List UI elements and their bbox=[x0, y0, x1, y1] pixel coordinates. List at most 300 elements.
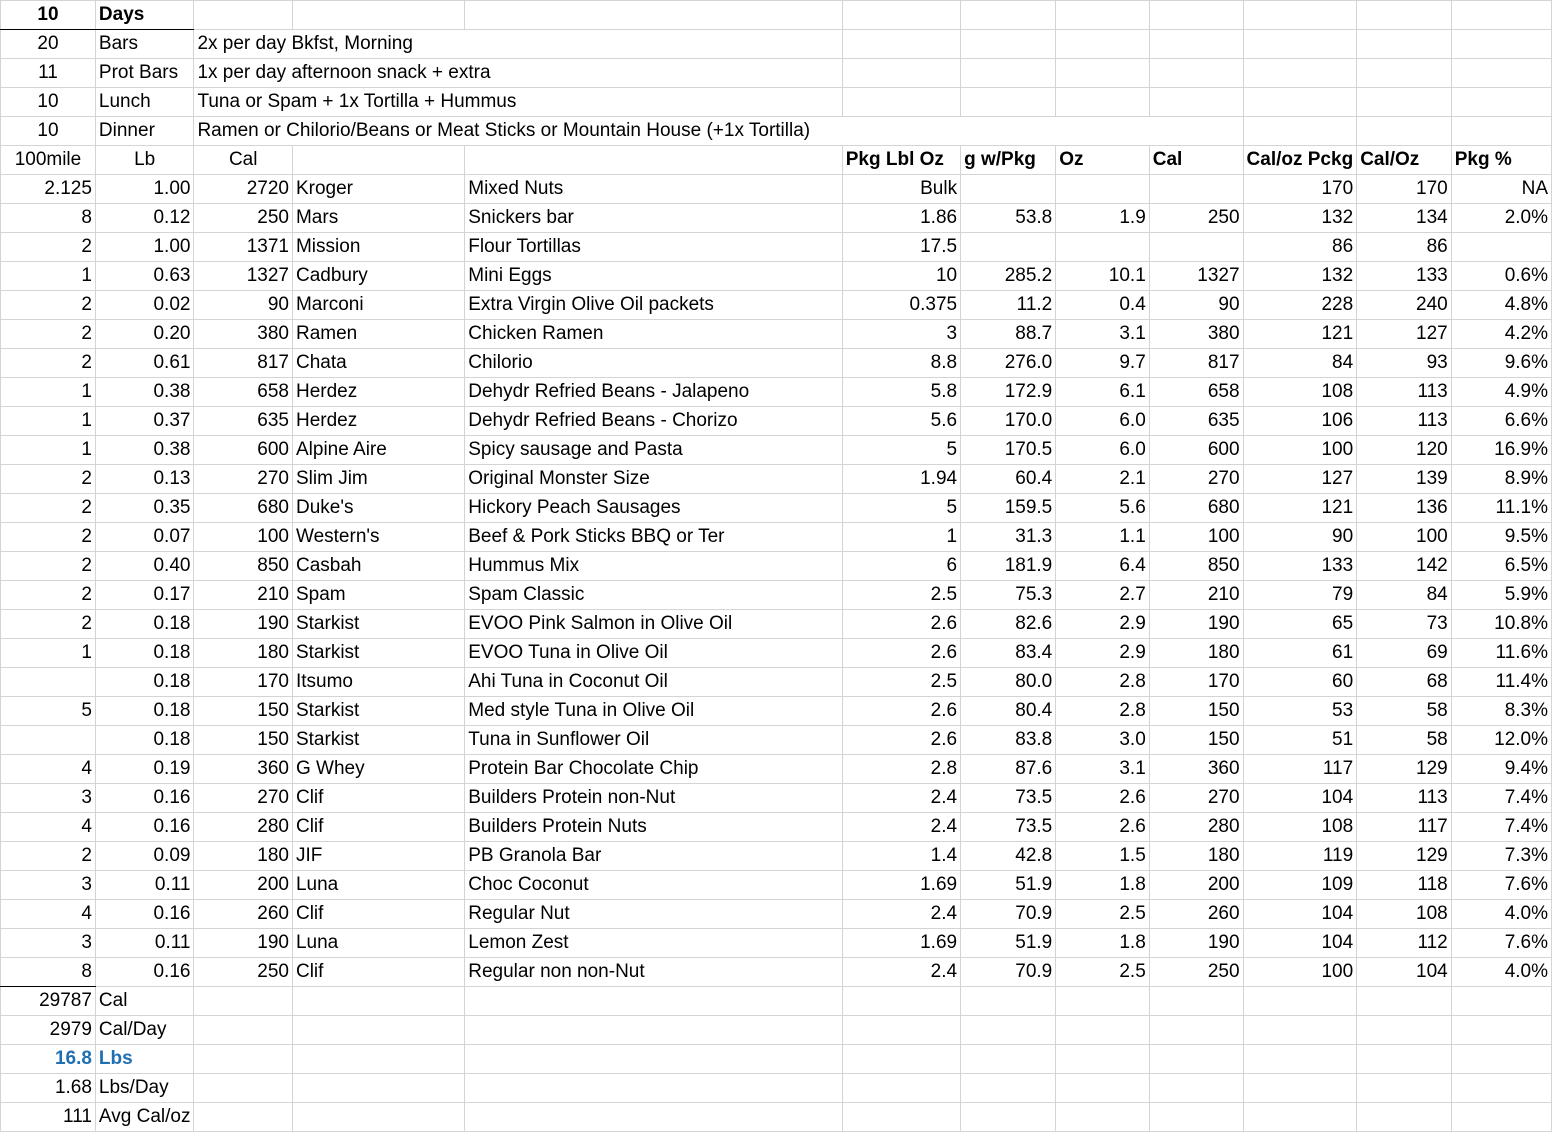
data-cell[interactable]: 112 bbox=[1357, 929, 1452, 958]
data-cell[interactable]: Extra Virgin Olive Oil packets bbox=[465, 291, 843, 320]
empty-cell[interactable] bbox=[961, 1, 1056, 30]
data-cell[interactable]: Dehydr Refried Beans - Chorizo bbox=[465, 407, 843, 436]
data-cell[interactable]: 0.09 bbox=[95, 842, 194, 871]
empty-cell[interactable] bbox=[1243, 59, 1357, 88]
data-cell[interactable]: Chilorio bbox=[465, 349, 843, 378]
data-cell[interactable]: 61 bbox=[1243, 639, 1357, 668]
empty-cell[interactable] bbox=[292, 1045, 464, 1074]
data-cell[interactable]: 2.8 bbox=[1056, 697, 1150, 726]
data-cell[interactable]: 16.9% bbox=[1451, 436, 1551, 465]
data-cell[interactable]: 69 bbox=[1357, 639, 1452, 668]
data-cell[interactable]: Mixed Nuts bbox=[465, 175, 843, 204]
data-cell[interactable]: 2.0% bbox=[1451, 204, 1551, 233]
data-cell[interactable]: Original Monster Size bbox=[465, 465, 843, 494]
column-header[interactable]: Oz bbox=[1056, 146, 1150, 175]
data-cell[interactable]: 0.11 bbox=[95, 929, 194, 958]
data-cell[interactable]: 51.9 bbox=[961, 929, 1056, 958]
data-cell[interactable]: 0.16 bbox=[95, 813, 194, 842]
plan-label-cell[interactable]: Dinner bbox=[95, 117, 194, 146]
data-cell[interactable]: 8.8 bbox=[842, 349, 960, 378]
empty-cell[interactable] bbox=[961, 59, 1056, 88]
data-cell[interactable]: 134 bbox=[1357, 204, 1452, 233]
data-cell[interactable]: 658 bbox=[194, 378, 293, 407]
data-cell[interactable]: 250 bbox=[194, 204, 293, 233]
data-cell[interactable]: 113 bbox=[1357, 378, 1452, 407]
empty-cell[interactable] bbox=[1243, 1045, 1357, 1074]
empty-cell[interactable] bbox=[961, 1103, 1056, 1132]
data-cell[interactable]: 10.8% bbox=[1451, 610, 1551, 639]
data-cell[interactable]: 2.6 bbox=[842, 697, 960, 726]
data-cell[interactable] bbox=[1, 726, 96, 755]
data-cell[interactable]: 104 bbox=[1243, 784, 1357, 813]
data-cell[interactable]: 1 bbox=[1, 407, 96, 436]
data-cell[interactable]: 1.4 bbox=[842, 842, 960, 871]
data-cell[interactable]: 1.94 bbox=[842, 465, 960, 494]
data-cell[interactable]: 0.16 bbox=[95, 958, 194, 987]
data-cell[interactable]: 170.0 bbox=[961, 407, 1056, 436]
data-cell[interactable]: 31.3 bbox=[961, 523, 1056, 552]
data-cell[interactable]: 1 bbox=[1, 436, 96, 465]
data-cell[interactable]: 150 bbox=[1149, 697, 1243, 726]
empty-cell[interactable] bbox=[1357, 1074, 1452, 1103]
data-cell[interactable]: 2 bbox=[1, 552, 96, 581]
empty-cell[interactable] bbox=[1149, 30, 1243, 59]
data-cell[interactable]: 6.0 bbox=[1056, 407, 1150, 436]
data-cell[interactable]: 6 bbox=[842, 552, 960, 581]
data-cell[interactable]: 2 bbox=[1, 842, 96, 871]
data-cell[interactable]: 6.4 bbox=[1056, 552, 1150, 581]
data-cell[interactable]: 60 bbox=[1243, 668, 1357, 697]
empty-cell[interactable] bbox=[292, 1, 464, 30]
empty-cell[interactable] bbox=[961, 88, 1056, 117]
plan-note-cell[interactable]: Tuna or Spam + 1x Tortilla + Hummus bbox=[194, 88, 842, 117]
data-cell[interactable]: 129 bbox=[1357, 842, 1452, 871]
data-cell[interactable]: 190 bbox=[1149, 610, 1243, 639]
data-cell[interactable]: 119 bbox=[1243, 842, 1357, 871]
empty-cell[interactable] bbox=[1451, 1045, 1551, 1074]
data-cell[interactable]: 380 bbox=[1149, 320, 1243, 349]
data-cell[interactable]: 1 bbox=[1, 378, 96, 407]
data-cell[interactable]: 86 bbox=[1243, 233, 1357, 262]
data-cell[interactable]: 73.5 bbox=[961, 813, 1056, 842]
data-cell[interactable]: 3 bbox=[1, 871, 96, 900]
data-cell[interactable]: 2 bbox=[1, 610, 96, 639]
data-cell[interactable]: 1.86 bbox=[842, 204, 960, 233]
data-cell[interactable]: Regular Nut bbox=[465, 900, 843, 929]
column-header[interactable]: Cal/Oz bbox=[1357, 146, 1452, 175]
data-cell[interactable]: 2 bbox=[1, 581, 96, 610]
data-cell[interactable]: Protein Bar Chocolate Chip bbox=[465, 755, 843, 784]
data-cell[interactable]: 108 bbox=[1357, 900, 1452, 929]
data-cell[interactable]: 6.0 bbox=[1056, 436, 1150, 465]
data-cell[interactable]: Duke's bbox=[292, 494, 464, 523]
data-cell[interactable]: JIF bbox=[292, 842, 464, 871]
data-cell[interactable]: Marconi bbox=[292, 291, 464, 320]
data-cell[interactable]: 2.5 bbox=[1056, 958, 1150, 987]
data-cell[interactable]: 108 bbox=[1243, 813, 1357, 842]
data-cell[interactable]: 5 bbox=[842, 436, 960, 465]
empty-cell[interactable] bbox=[1451, 30, 1551, 59]
data-cell[interactable]: 1 bbox=[1, 262, 96, 291]
data-cell[interactable]: Chata bbox=[292, 349, 464, 378]
empty-cell[interactable] bbox=[1451, 59, 1551, 88]
data-cell[interactable]: 4.0% bbox=[1451, 900, 1551, 929]
data-cell[interactable]: 0.20 bbox=[95, 320, 194, 349]
data-cell[interactable]: 1 bbox=[1, 639, 96, 668]
data-cell[interactable]: 4.9% bbox=[1451, 378, 1551, 407]
data-cell[interactable]: Ahi Tuna in Coconut Oil bbox=[465, 668, 843, 697]
data-cell[interactable]: 180 bbox=[1149, 842, 1243, 871]
summary-label-cell[interactable]: Avg Cal/oz bbox=[95, 1103, 194, 1132]
empty-cell[interactable] bbox=[465, 1016, 843, 1045]
data-cell[interactable]: 850 bbox=[1149, 552, 1243, 581]
data-cell[interactable]: 680 bbox=[1149, 494, 1243, 523]
data-cell[interactable]: 11.2 bbox=[961, 291, 1056, 320]
empty-cell[interactable] bbox=[842, 88, 960, 117]
plan-label-cell[interactable]: Days bbox=[95, 1, 194, 30]
data-cell[interactable]: 8.3% bbox=[1451, 697, 1551, 726]
data-cell[interactable]: Alpine Aire bbox=[292, 436, 464, 465]
data-cell[interactable]: 100 bbox=[194, 523, 293, 552]
data-cell[interactable]: Snickers bar bbox=[465, 204, 843, 233]
data-cell[interactable]: Western's bbox=[292, 523, 464, 552]
data-cell[interactable]: EVOO Tuna in Olive Oil bbox=[465, 639, 843, 668]
data-cell[interactable]: 2.4 bbox=[842, 900, 960, 929]
empty-cell[interactable] bbox=[1056, 59, 1150, 88]
data-cell[interactable]: 3 bbox=[1, 784, 96, 813]
data-cell[interactable]: 2.5 bbox=[842, 581, 960, 610]
empty-cell[interactable] bbox=[292, 1074, 464, 1103]
data-cell[interactable]: Choc Coconut bbox=[465, 871, 843, 900]
data-cell[interactable]: 2720 bbox=[194, 175, 293, 204]
plan-label-cell[interactable]: Lunch bbox=[95, 88, 194, 117]
data-cell[interactable]: 11.4% bbox=[1451, 668, 1551, 697]
data-cell[interactable]: 109 bbox=[1243, 871, 1357, 900]
data-cell[interactable]: 210 bbox=[1149, 581, 1243, 610]
data-cell[interactable]: 80.0 bbox=[961, 668, 1056, 697]
data-cell[interactable]: Clif bbox=[292, 813, 464, 842]
data-cell[interactable]: 0.61 bbox=[95, 349, 194, 378]
data-cell[interactable]: 2 bbox=[1, 320, 96, 349]
data-cell[interactable]: 0.375 bbox=[842, 291, 960, 320]
data-cell[interactable]: Ramen bbox=[292, 320, 464, 349]
data-cell[interactable]: 70.9 bbox=[961, 900, 1056, 929]
data-cell[interactable] bbox=[1149, 175, 1243, 204]
data-cell[interactable]: 9.6% bbox=[1451, 349, 1551, 378]
data-cell[interactable]: 5 bbox=[842, 494, 960, 523]
data-cell[interactable]: 0.18 bbox=[95, 697, 194, 726]
empty-cell[interactable] bbox=[1357, 1045, 1452, 1074]
data-cell[interactable]: 10 bbox=[842, 262, 960, 291]
data-cell[interactable]: 200 bbox=[194, 871, 293, 900]
empty-cell[interactable] bbox=[1243, 1016, 1357, 1045]
data-cell[interactable]: 1327 bbox=[194, 262, 293, 291]
empty-cell[interactable] bbox=[961, 987, 1056, 1016]
data-cell[interactable]: 7.4% bbox=[1451, 813, 1551, 842]
data-cell[interactable]: Mini Eggs bbox=[465, 262, 843, 291]
data-cell[interactable]: 2 bbox=[1, 349, 96, 378]
data-cell[interactable]: 104 bbox=[1357, 958, 1452, 987]
plan-qty-cell[interactable]: 10 bbox=[1, 117, 96, 146]
data-cell[interactable]: 90 bbox=[1243, 523, 1357, 552]
data-cell[interactable]: 133 bbox=[1357, 262, 1452, 291]
data-cell[interactable]: 10.1 bbox=[1056, 262, 1150, 291]
data-cell[interactable]: 2 bbox=[1, 523, 96, 552]
data-cell[interactable]: 181.9 bbox=[961, 552, 1056, 581]
column-header[interactable]: Cal bbox=[194, 146, 293, 175]
data-cell[interactable]: Slim Jim bbox=[292, 465, 464, 494]
data-cell[interactable]: 6.5% bbox=[1451, 552, 1551, 581]
summary-label-cell[interactable]: Cal/Day bbox=[95, 1016, 194, 1045]
data-cell[interactable]: 4 bbox=[1, 755, 96, 784]
data-cell[interactable]: 87.6 bbox=[961, 755, 1056, 784]
column-header[interactable]: Cal/oz Pckg bbox=[1243, 146, 1357, 175]
empty-cell[interactable] bbox=[1243, 30, 1357, 59]
data-cell[interactable]: 121 bbox=[1243, 320, 1357, 349]
data-cell[interactable]: 4.0% bbox=[1451, 958, 1551, 987]
empty-cell[interactable] bbox=[194, 1074, 293, 1103]
data-cell[interactable]: 360 bbox=[1149, 755, 1243, 784]
data-cell[interactable]: 2.8 bbox=[842, 755, 960, 784]
empty-cell[interactable] bbox=[465, 1074, 843, 1103]
data-cell[interactable]: 0.18 bbox=[95, 639, 194, 668]
data-cell[interactable]: 9.4% bbox=[1451, 755, 1551, 784]
empty-cell[interactable] bbox=[842, 1103, 960, 1132]
data-cell[interactable]: Casbah bbox=[292, 552, 464, 581]
data-cell[interactable]: 2.4 bbox=[842, 813, 960, 842]
empty-cell[interactable] bbox=[1243, 1, 1357, 30]
data-cell[interactable]: 150 bbox=[194, 697, 293, 726]
data-cell[interactable]: Builders Protein non-Nut bbox=[465, 784, 843, 813]
data-cell[interactable]: 150 bbox=[194, 726, 293, 755]
data-cell[interactable]: 5.6 bbox=[842, 407, 960, 436]
data-cell[interactable] bbox=[961, 175, 1056, 204]
empty-cell[interactable] bbox=[1243, 88, 1357, 117]
data-cell[interactable]: 68 bbox=[1357, 668, 1452, 697]
data-cell[interactable]: 83.4 bbox=[961, 639, 1056, 668]
summary-value-cell[interactable]: 2979 bbox=[1, 1016, 96, 1045]
data-cell[interactable]: 2.7 bbox=[1056, 581, 1150, 610]
empty-cell[interactable] bbox=[1149, 88, 1243, 117]
data-cell[interactable] bbox=[1, 668, 96, 697]
empty-cell[interactable] bbox=[1357, 1, 1452, 30]
data-cell[interactable]: 1.5 bbox=[1056, 842, 1150, 871]
data-cell[interactable]: 190 bbox=[194, 929, 293, 958]
data-cell[interactable]: 190 bbox=[194, 610, 293, 639]
data-cell[interactable] bbox=[1056, 233, 1150, 262]
data-cell[interactable]: 2.6 bbox=[842, 726, 960, 755]
data-cell[interactable]: Kroger bbox=[292, 175, 464, 204]
data-cell[interactable]: 2.5 bbox=[842, 668, 960, 697]
data-cell[interactable]: Luna bbox=[292, 871, 464, 900]
summary-value-cell[interactable]: 29787 bbox=[1, 987, 96, 1016]
data-cell[interactable]: 0.12 bbox=[95, 204, 194, 233]
data-cell[interactable]: 8 bbox=[1, 204, 96, 233]
data-cell[interactable]: 4.2% bbox=[1451, 320, 1551, 349]
data-cell[interactable]: 1 bbox=[842, 523, 960, 552]
data-cell[interactable]: 139 bbox=[1357, 465, 1452, 494]
data-cell[interactable]: 3.1 bbox=[1056, 755, 1150, 784]
data-cell[interactable]: 250 bbox=[1149, 958, 1243, 987]
data-cell[interactable]: 0.38 bbox=[95, 378, 194, 407]
empty-cell[interactable] bbox=[1357, 987, 1452, 1016]
data-cell[interactable]: 90 bbox=[1149, 291, 1243, 320]
data-cell[interactable]: 170 bbox=[1243, 175, 1357, 204]
data-cell[interactable]: 0.16 bbox=[95, 900, 194, 929]
data-cell[interactable]: 680 bbox=[194, 494, 293, 523]
data-cell[interactable]: 121 bbox=[1243, 494, 1357, 523]
data-cell[interactable]: Spam Classic bbox=[465, 581, 843, 610]
empty-cell[interactable] bbox=[292, 1016, 464, 1045]
data-cell[interactable] bbox=[1451, 233, 1551, 262]
data-cell[interactable]: 79 bbox=[1243, 581, 1357, 610]
data-cell[interactable]: 53 bbox=[1243, 697, 1357, 726]
data-cell[interactable]: 5 bbox=[1, 697, 96, 726]
data-cell[interactable]: Tuna in Sunflower Oil bbox=[465, 726, 843, 755]
data-cell[interactable]: 108 bbox=[1243, 378, 1357, 407]
data-cell[interactable]: 0.18 bbox=[95, 726, 194, 755]
empty-cell[interactable] bbox=[1056, 1103, 1150, 1132]
data-cell[interactable]: 285.2 bbox=[961, 262, 1056, 291]
data-cell[interactable]: 73 bbox=[1357, 610, 1452, 639]
data-cell[interactable]: 7.6% bbox=[1451, 871, 1551, 900]
data-cell[interactable]: 2.125 bbox=[1, 175, 96, 204]
plan-note-cell[interactable]: 1x per day afternoon snack + extra bbox=[194, 59, 842, 88]
data-cell[interactable]: 142 bbox=[1357, 552, 1452, 581]
summary-label-cell[interactable]: Lbs bbox=[95, 1045, 194, 1074]
data-cell[interactable]: 117 bbox=[1243, 755, 1357, 784]
data-cell[interactable]: 70.9 bbox=[961, 958, 1056, 987]
data-cell[interactable]: 228 bbox=[1243, 291, 1357, 320]
data-cell[interactable]: 1.9 bbox=[1056, 204, 1150, 233]
data-cell[interactable]: 6.1 bbox=[1056, 378, 1150, 407]
data-cell[interactable]: 129 bbox=[1357, 755, 1452, 784]
data-cell[interactable]: 51.9 bbox=[961, 871, 1056, 900]
data-cell[interactable]: 106 bbox=[1243, 407, 1357, 436]
data-cell[interactable]: 113 bbox=[1357, 784, 1452, 813]
data-cell[interactable]: Spam bbox=[292, 581, 464, 610]
plan-label-cell[interactable]: Bars bbox=[95, 30, 194, 59]
data-cell[interactable]: 270 bbox=[1149, 465, 1243, 494]
data-cell[interactable]: 380 bbox=[194, 320, 293, 349]
data-cell[interactable]: 2 bbox=[1, 233, 96, 262]
column-header[interactable] bbox=[465, 146, 843, 175]
data-cell[interactable]: 0.07 bbox=[95, 523, 194, 552]
data-cell[interactable]: 100 bbox=[1243, 436, 1357, 465]
empty-cell[interactable] bbox=[1451, 88, 1551, 117]
summary-label-cell[interactable]: Lbs/Day bbox=[95, 1074, 194, 1103]
empty-cell[interactable] bbox=[1149, 1103, 1243, 1132]
data-cell[interactable]: Spicy sausage and Pasta bbox=[465, 436, 843, 465]
empty-cell[interactable] bbox=[194, 1, 293, 30]
data-cell[interactable]: 190 bbox=[1149, 929, 1243, 958]
data-cell[interactable]: 132 bbox=[1243, 262, 1357, 291]
data-cell[interactable]: 1.69 bbox=[842, 871, 960, 900]
data-cell[interactable]: 83.8 bbox=[961, 726, 1056, 755]
data-cell[interactable]: Hickory Peach Sausages bbox=[465, 494, 843, 523]
empty-cell[interactable] bbox=[842, 987, 960, 1016]
data-cell[interactable]: 1.00 bbox=[95, 175, 194, 204]
data-cell[interactable]: 4 bbox=[1, 813, 96, 842]
data-cell[interactable]: 270 bbox=[194, 465, 293, 494]
data-cell[interactable]: 2.8 bbox=[1056, 668, 1150, 697]
data-cell[interactable]: 5.6 bbox=[1056, 494, 1150, 523]
empty-cell[interactable] bbox=[465, 1045, 843, 1074]
empty-cell[interactable] bbox=[292, 1103, 464, 1132]
data-cell[interactable]: 0.18 bbox=[95, 610, 194, 639]
data-cell[interactable]: 817 bbox=[1149, 349, 1243, 378]
data-cell[interactable]: Clif bbox=[292, 784, 464, 813]
data-cell[interactable]: Beef & Pork Sticks BBQ or Ter bbox=[465, 523, 843, 552]
data-cell[interactable]: 2.9 bbox=[1056, 610, 1150, 639]
empty-cell[interactable] bbox=[961, 1016, 1056, 1045]
data-cell[interactable]: 280 bbox=[194, 813, 293, 842]
data-cell[interactable]: 7.3% bbox=[1451, 842, 1551, 871]
empty-cell[interactable] bbox=[1056, 987, 1150, 1016]
data-cell[interactable]: 817 bbox=[194, 349, 293, 378]
data-cell[interactable]: Regular non non-Nut bbox=[465, 958, 843, 987]
empty-cell[interactable] bbox=[1357, 1016, 1452, 1045]
data-cell[interactable]: 58 bbox=[1357, 726, 1452, 755]
data-cell[interactable]: 0.63 bbox=[95, 262, 194, 291]
empty-cell[interactable] bbox=[961, 1045, 1056, 1074]
data-cell[interactable]: 100 bbox=[1243, 958, 1357, 987]
empty-cell[interactable] bbox=[1056, 1016, 1150, 1045]
data-cell[interactable]: Mars bbox=[292, 204, 464, 233]
data-cell[interactable]: 53.8 bbox=[961, 204, 1056, 233]
data-cell[interactable]: 4 bbox=[1, 900, 96, 929]
data-cell[interactable]: 360 bbox=[194, 755, 293, 784]
data-cell[interactable]: 3.0 bbox=[1056, 726, 1150, 755]
empty-cell[interactable] bbox=[292, 987, 464, 1016]
data-cell[interactable]: PB Granola Bar bbox=[465, 842, 843, 871]
empty-cell[interactable] bbox=[1357, 30, 1452, 59]
data-cell[interactable]: 1371 bbox=[194, 233, 293, 262]
data-cell[interactable]: 84 bbox=[1243, 349, 1357, 378]
empty-cell[interactable] bbox=[1056, 30, 1150, 59]
empty-cell[interactable] bbox=[465, 987, 843, 1016]
data-cell[interactable]: 210 bbox=[194, 581, 293, 610]
data-cell[interactable]: 73.5 bbox=[961, 784, 1056, 813]
summary-value-cell[interactable]: 1.68 bbox=[1, 1074, 96, 1103]
data-cell[interactable]: 0.17 bbox=[95, 581, 194, 610]
data-cell[interactable]: 120 bbox=[1357, 436, 1452, 465]
data-cell[interactable]: 118 bbox=[1357, 871, 1452, 900]
data-cell[interactable]: 7.4% bbox=[1451, 784, 1551, 813]
empty-cell[interactable] bbox=[842, 1045, 960, 1074]
empty-cell[interactable] bbox=[1451, 987, 1551, 1016]
data-cell[interactable]: 2.4 bbox=[842, 958, 960, 987]
data-cell[interactable]: 3.1 bbox=[1056, 320, 1150, 349]
data-cell[interactable]: 658 bbox=[1149, 378, 1243, 407]
column-header[interactable]: Lb bbox=[95, 146, 194, 175]
data-cell[interactable]: Starkist bbox=[292, 697, 464, 726]
empty-cell[interactable] bbox=[194, 1103, 293, 1132]
data-cell[interactable]: 11.1% bbox=[1451, 494, 1551, 523]
empty-cell[interactable] bbox=[1149, 1045, 1243, 1074]
summary-value-cell[interactable]: 111 bbox=[1, 1103, 96, 1132]
data-cell[interactable]: 2 bbox=[1, 465, 96, 494]
data-cell[interactable]: Hummus Mix bbox=[465, 552, 843, 581]
column-header[interactable]: Pkg Lbl Oz bbox=[842, 146, 960, 175]
data-cell[interactable]: 1.00 bbox=[95, 233, 194, 262]
empty-cell[interactable] bbox=[1149, 59, 1243, 88]
empty-cell[interactable] bbox=[1056, 88, 1150, 117]
data-cell[interactable]: 635 bbox=[194, 407, 293, 436]
data-cell[interactable]: 88.7 bbox=[961, 320, 1056, 349]
data-cell[interactable]: G Whey bbox=[292, 755, 464, 784]
data-cell[interactable]: 133 bbox=[1243, 552, 1357, 581]
